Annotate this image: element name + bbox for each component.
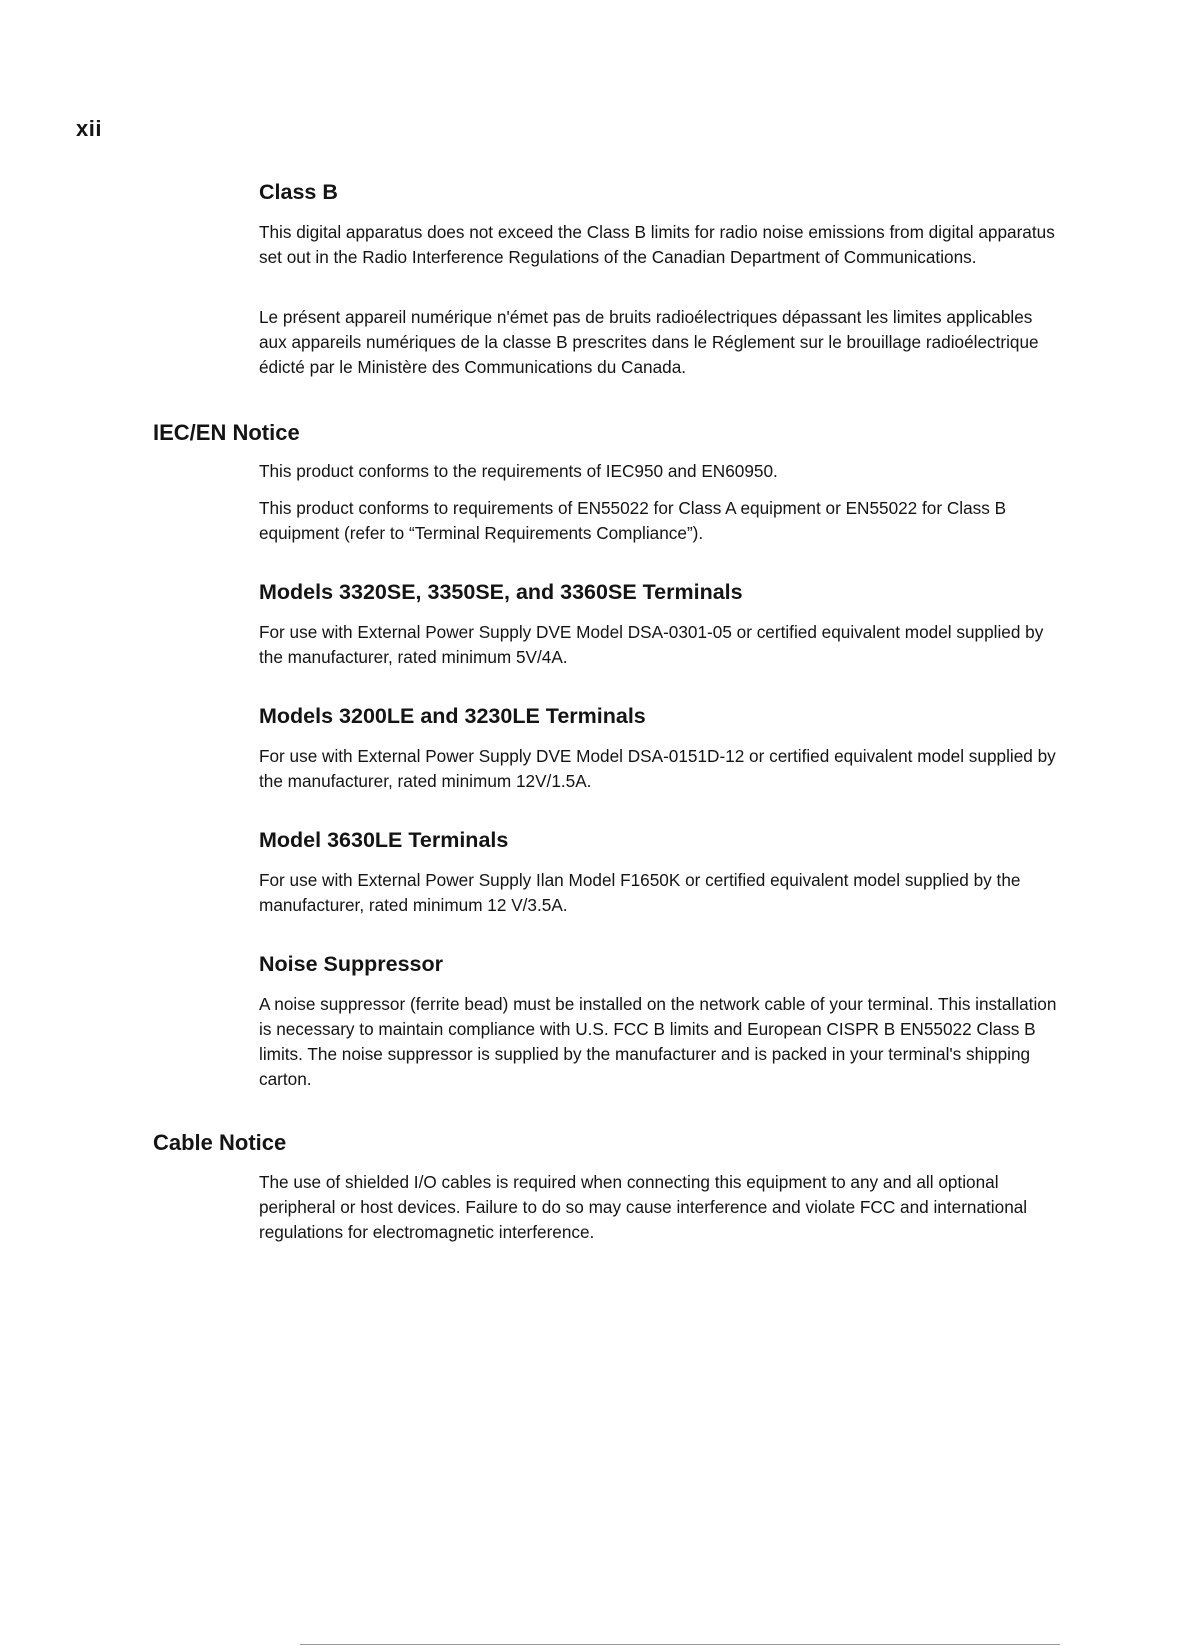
class-b-heading: Class B: [259, 180, 338, 204]
iec-en-paragraph-2: This product conforms to requirements of EN55022 for Class A equipment or EN55022 for Class B equipment (refer to “Terminal Requirements Compliance”).: [259, 498, 1007, 543]
iec-en-notice-heading: IEC/EN Notice: [153, 420, 300, 445]
iec-en-paragraph-1: This product conforms to the requirements of IEC950 and EN60950.: [259, 461, 778, 481]
class-b-french-paragraph: Le présent appareil numérique n'émet pas de bruits radioélectriques dépassant les limites applicables aux appareils numériques de la classe B prescrites dans le Réglement sur le brouillage radioélectrique édicté par le Ministère des Communications du Canada.: [259, 307, 1039, 377]
models-se-paragraph: For use with External Power Supply DVE Model DSA-0301-05 or certified equivalent model supplied by the manufacturer, rated minimum 5V/4A.: [259, 622, 1044, 667]
models-se-heading: Models 3320SE, 3350SE, and 3360SE Terminals: [259, 580, 743, 604]
noise-suppressor-heading: Noise Suppressor: [259, 952, 443, 976]
models-le-heading: Models 3200LE and 3230LE Terminals: [259, 704, 646, 728]
cable-notice-paragraph: The use of shielded I/O cables is required when connecting this equipment to any and all optional peripheral or host devices. Failure to do so may cause interference and violate FCC and international regulations for electromagnetic interference.: [259, 1172, 1028, 1242]
models-le-paragraph: For use with External Power Supply DVE Model DSA-0151D-12 or certified equivalent model supplied by the manufacturer, rated minimum 12V/1.5A.: [259, 746, 1056, 791]
cable-notice-heading: Cable Notice: [153, 1130, 287, 1155]
class-b-english-paragraph: This digital apparatus does not exceed the Class B limits for radio noise emissions from digital apparatus set out in the Radio Interference Regulations of the Canadian Department of Communications.: [259, 222, 1055, 267]
model-3630le-heading: Model 3630LE Terminals: [259, 828, 509, 852]
footer-rule: [300, 1644, 1060, 1645]
model-3630le-paragraph: For use with External Power Supply Ilan Model F1650K or certified equivalent model supplied by the manufacturer, rated minimum 12 V/3.5A.: [259, 870, 1021, 915]
noise-suppressor-paragraph: A noise suppressor (ferrite bead) must be installed on the network cable of your terminal. This installation is necessary to maintain compliance with U.S. FCC B limits and European CISPR B EN55022 Class B limits. The noise suppressor is supplied by the manufacturer and is packed in your terminal's shipping carton.: [259, 994, 1057, 1089]
page-number: xii: [76, 116, 102, 141]
